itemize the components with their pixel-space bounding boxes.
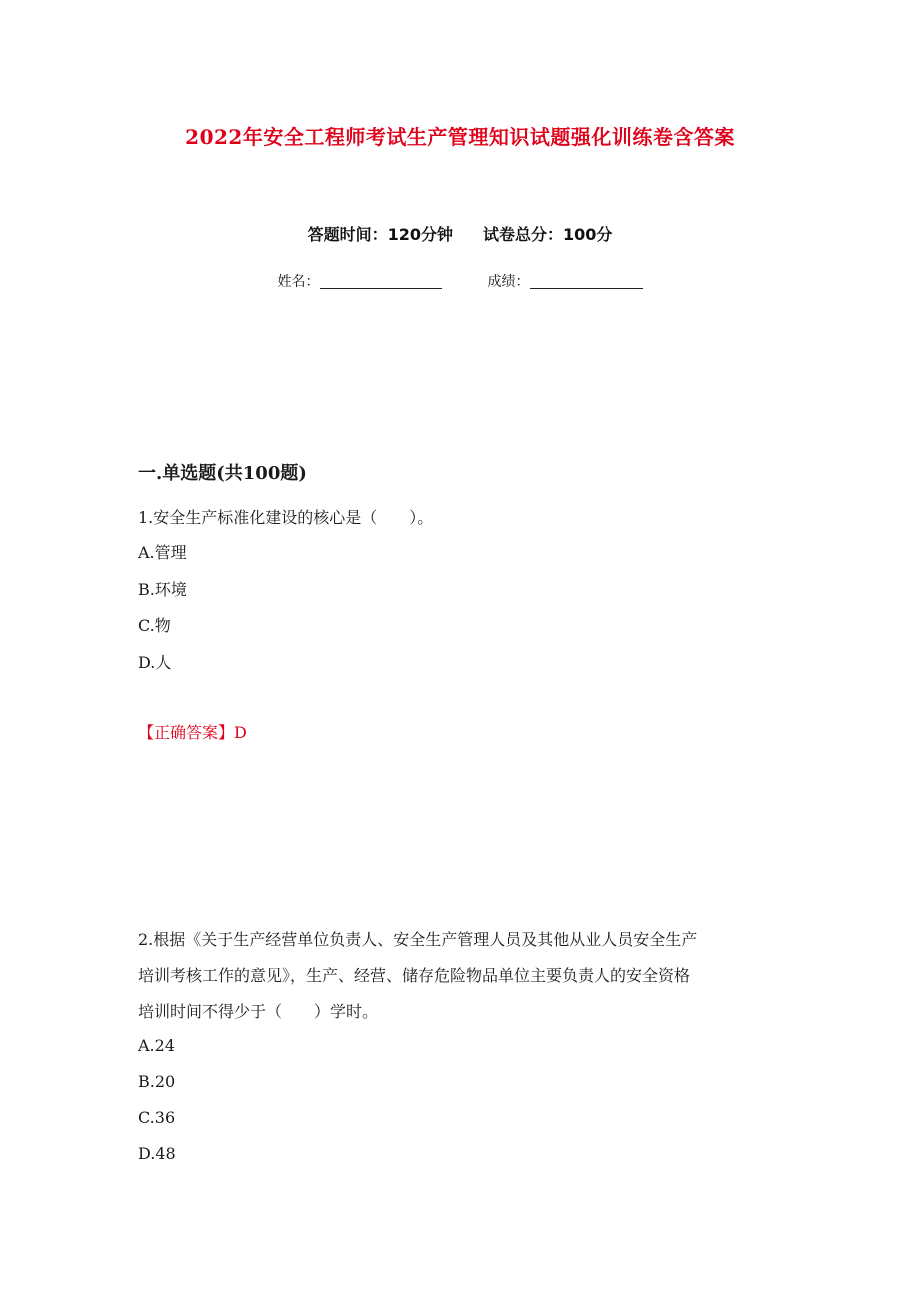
score-blank xyxy=(530,274,643,289)
question-1-option-a: A.管理 xyxy=(138,543,187,562)
answer-value: D xyxy=(234,723,247,742)
answer-label: 【正确答案】 xyxy=(138,723,235,742)
student-info xyxy=(0,271,920,291)
total-score-label: 试卷总分：100分 xyxy=(483,225,613,244)
document-title: 2022年安全工程师考试生产管理知识试题强化训练卷含答案 xyxy=(185,125,735,149)
question-2-stem-line: 培训时间不得少于（ ）学时。 xyxy=(138,1002,379,1021)
name-blank xyxy=(320,274,442,289)
question-2-option-d: D.48 xyxy=(138,1144,176,1163)
question-2-stem-line: 2.根据《关于生产经营单位负责人、安全生产管理人员及其他从业人员安全生产 xyxy=(138,930,698,949)
question-2-stem-line: 培训考核工作的意见》，生产、经营、储存危险物品单位主要负责人的安全资格 xyxy=(138,966,691,985)
section-title: 一.单选题(共100题) xyxy=(138,463,307,484)
question-2-option-b: B.20 xyxy=(138,1072,176,1091)
time-label: 答题时间：120分钟 xyxy=(307,225,453,244)
question-1-answer xyxy=(138,720,247,743)
question-1-option-b: B.环境 xyxy=(138,580,187,599)
question-1-option-c: C.物 xyxy=(138,616,171,635)
exam-meta xyxy=(0,222,920,245)
question-1-option-d: D.人 xyxy=(138,653,172,672)
name-label: 姓名： xyxy=(277,274,320,290)
question-1-stem: 1.安全生产标准化建设的核心是（ ）。 xyxy=(138,508,434,527)
score-label: 成绩： xyxy=(487,274,530,290)
question-2-option-a: A.24 xyxy=(138,1036,175,1055)
question-2-option-c: C.36 xyxy=(138,1108,176,1127)
question-2-stem xyxy=(138,922,788,1030)
